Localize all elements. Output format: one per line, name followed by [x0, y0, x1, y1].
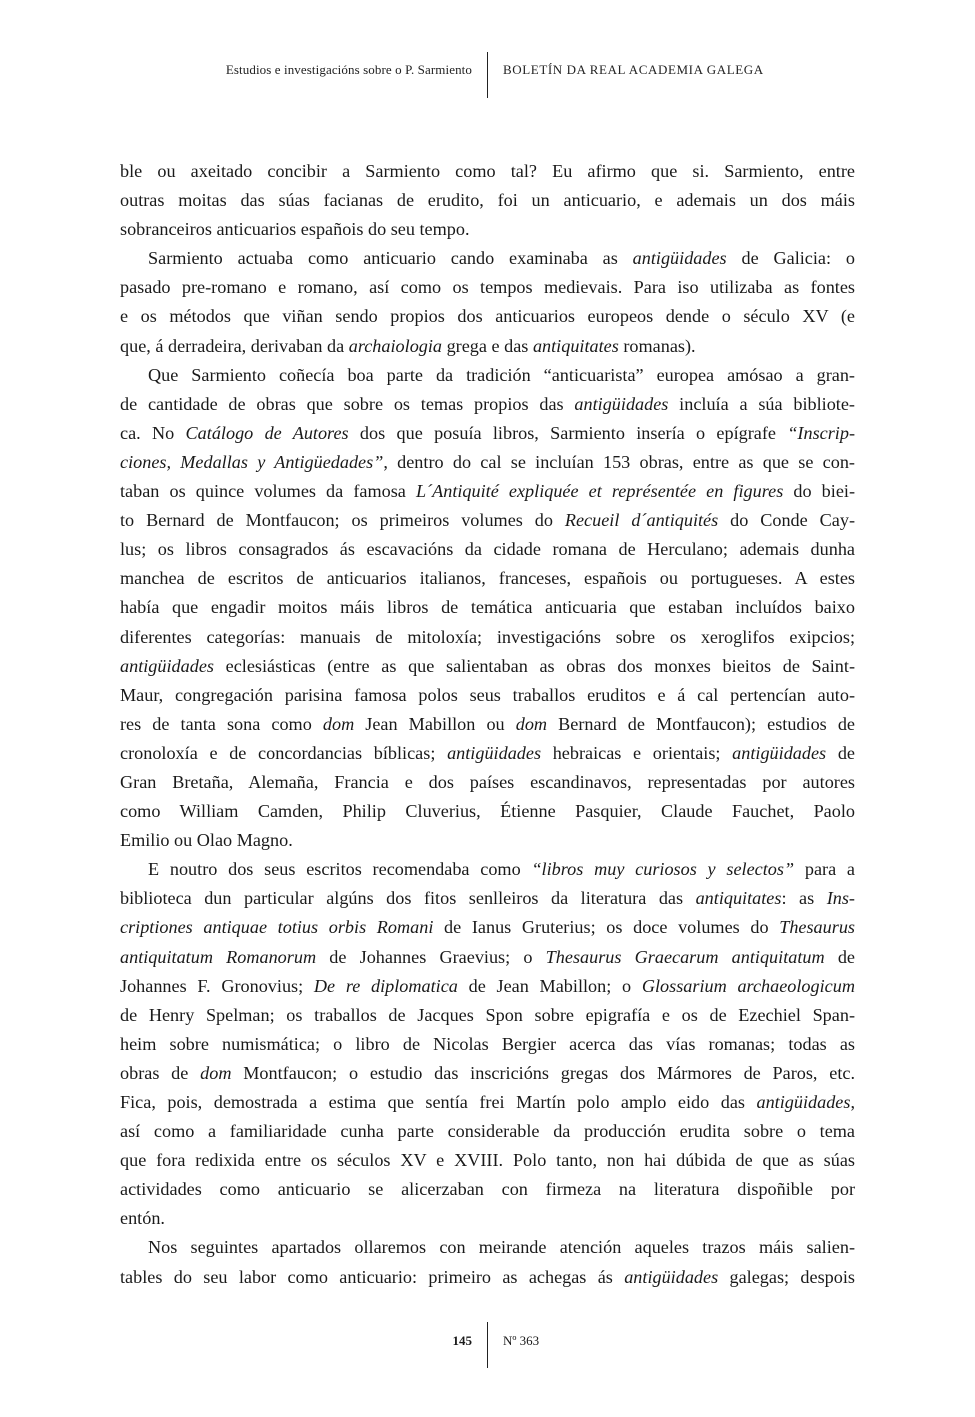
text-line	[120, 652, 855, 681]
italic-text: antigüidades	[574, 393, 669, 414]
text-line	[120, 1088, 855, 1117]
text-run: Que Sarmiento coñecía boa parte da tradición “anticuarista” europea amósao a gran-	[148, 364, 855, 385]
text-line	[120, 1263, 855, 1292]
text-line	[120, 273, 855, 302]
text-run: galegas; despois	[718, 1266, 855, 1287]
text-run: así como a familiaridade cunha parte considerable da producción erudita sobre o tema	[120, 1121, 855, 1142]
italic-text: De re diplomatica	[313, 975, 458, 996]
italic-text: “Inscrip-	[787, 422, 855, 443]
text-line	[120, 1146, 855, 1175]
text-line	[120, 972, 855, 1001]
text-run: de	[824, 946, 855, 967]
paragraph	[120, 1233, 855, 1291]
italic-text: ciones, Medallas y Antigüedades”	[120, 451, 384, 472]
text-run: que fora redixida entre os séculos XV e XVIII. Polo tanto, non hai dúbida de que as súas	[120, 1150, 855, 1171]
header-journal-title: BOLETÍN DA REAL ACADEMIA GALEGA	[503, 62, 764, 77]
text-run: grega e das	[442, 335, 533, 356]
text-line	[120, 332, 855, 361]
text-line	[120, 1175, 855, 1204]
text-line	[120, 1204, 855, 1233]
text-run: biblioteca dun particular algúns dos fitos senlleiros da literatura das	[120, 888, 696, 909]
text-run: heim sobre numismática; o libro de Nicolas Bergier acerca das vías romanas; todas as	[120, 1033, 855, 1054]
text-run: romanas).	[618, 335, 696, 356]
text-line	[120, 215, 855, 244]
text-run: lus; os libros consagrados ás escavacións da cidade romana de Herculano; ademais dunha	[120, 539, 855, 560]
paragraph	[120, 244, 855, 360]
text-run: incluía a súa bibliote-	[668, 393, 855, 414]
text-run: como William Camden, Philip Cluverius, Étienne Pasquier, Claude Fauchet, Paolo	[120, 801, 855, 822]
text-run: de Johannes Graevius; o	[316, 946, 546, 967]
text-run: : as	[781, 888, 827, 909]
text-run: manchea de escritos de anticuarios italianos, franceses, españois ou portugueses. A estes	[120, 568, 855, 589]
text-run: diferentes categorías: manuais de mitoloxía; investigacións sobre os xeroglifos exipcios;	[120, 626, 855, 647]
italic-text: Thesaurus Graecarum antiquitatum	[545, 946, 825, 967]
header-divider	[487, 52, 488, 98]
text-run: de Galicia: o	[726, 248, 855, 269]
italic-text: antiquitatum Romanorum	[120, 946, 317, 967]
text-run: Bernard de Montfaucon); estudios de	[547, 713, 855, 734]
text-run: ca. No	[120, 422, 186, 443]
text-run: Gran Bretaña, Alemaña, Francia e dos países escandinavos, representadas por autores	[120, 771, 855, 792]
text-run: Sarmiento actuaba como anticuario cando examinaba as	[148, 248, 633, 269]
text-line	[120, 768, 855, 797]
text-run: E noutro dos seus escritos recomendaba como	[148, 859, 532, 880]
text-run: do Conde Cay-	[718, 510, 855, 531]
italic-text: antigüidades	[447, 742, 542, 763]
italic-text: L´Antiquité expliquée et représentée en figures	[415, 481, 784, 502]
text-line	[120, 797, 855, 826]
italic-text: dom	[200, 1062, 232, 1083]
text-line	[120, 943, 855, 972]
text-line	[120, 186, 855, 215]
text-line	[120, 1059, 855, 1088]
italic-text: Glossarium archaeologicum	[641, 975, 855, 996]
italic-text: criptiones antiquae totius orbis Romani	[120, 917, 434, 938]
italic-text: “libros muy curiosos y selectos”	[531, 859, 795, 880]
text-run: de	[826, 742, 855, 763]
text-run: , dentro do cal se incluían 153 obras, entre as que se con-	[383, 451, 855, 472]
text-line	[120, 1001, 855, 1030]
text-run: dos que posuía libros, Sarmiento insería o epígrafe	[348, 422, 788, 443]
text-run: taban os quince volumes da famosa	[120, 481, 416, 502]
text-line	[120, 623, 855, 652]
text-line	[120, 302, 855, 331]
italic-text: archaiologia	[348, 335, 443, 356]
text-run: de Henry Spelman; os traballos de Jacques Spon sobre epigrafía e os de Ezechiel Span-	[120, 1004, 855, 1025]
text-run: Jean Mabillon ou	[354, 713, 516, 734]
text-run: Maur, congregación parisina famosa polos seus traballos eruditos e á cal pertencían auto-	[120, 684, 855, 705]
text-line	[120, 390, 855, 419]
text-run: había que engadir moitos máis libros de temática anticuaria que estaban incluídos baixo	[120, 597, 855, 618]
italic-text: Thesaurus	[779, 917, 855, 938]
text-run: de cantidade de obras que sobre os temas propios das	[120, 393, 575, 414]
text-line	[120, 739, 855, 768]
text-line	[120, 361, 855, 390]
text-run: pasado pre-romano e romano, así como os tempos medievais. Para iso utilizaba as fontes	[120, 277, 855, 298]
text-line	[120, 506, 855, 535]
text-line	[120, 535, 855, 564]
italic-text: antigüidades	[120, 655, 214, 676]
italic-text: dom	[515, 713, 548, 734]
text-line	[120, 1030, 855, 1059]
text-line	[120, 884, 855, 913]
italic-text: antigüidades	[624, 1266, 719, 1287]
footer-divider	[487, 1322, 488, 1368]
text-line	[120, 244, 855, 273]
italic-text: antigüidades	[732, 742, 827, 763]
italic-text: Ins-	[826, 888, 855, 909]
text-line	[120, 157, 855, 186]
text-line	[120, 564, 855, 593]
text-run: sobranceiros anticuarios españois do seu tempo.	[120, 219, 470, 240]
italic-text: antigüidades	[756, 1092, 851, 1112]
italic-text: dom	[322, 713, 355, 734]
text-run: Montfaucon; o estudio das inscricións gregas dos Mármores de Paros, etc.	[231, 1062, 855, 1083]
italic-text: antigüidades	[632, 248, 727, 269]
text-run: obras de	[120, 1062, 201, 1083]
paragraph	[120, 361, 855, 856]
issue-number: Nº 363	[503, 1333, 540, 1348]
text-line	[120, 1117, 855, 1146]
text-run: que, á derradeira, derivaban da	[120, 335, 349, 356]
text-run: actividades como anticuario se alicerzaban con firmeza na literatura dispoñible por	[120, 1179, 855, 1200]
text-line	[120, 419, 855, 448]
text-run: Nos seguintes apartados ollaremos con meirande atención aqueles trazos máis salien-	[148, 1237, 855, 1258]
text-run: Johannes F. Gronovius;	[120, 975, 314, 996]
text-line	[120, 710, 855, 739]
text-run: e os métodos que viñan sendo propios dos anticuarios europeos dende o século XV (e	[120, 306, 855, 327]
text-line	[120, 593, 855, 622]
italic-text: Catálogo de Autores	[185, 422, 349, 443]
page-number: 145	[452, 1333, 472, 1348]
text-run: de Ianus Gruterius; os doce volumes do	[433, 917, 780, 938]
text-line	[120, 681, 855, 710]
text-run: tables do seu labor como anticuario: primeiro as achegas ás	[120, 1266, 625, 1287]
text-line	[120, 477, 855, 506]
text-run: outras moitas das súas facianas de erudito, foi un anticuario, e ademais un dos máis	[120, 190, 855, 211]
text-line	[120, 855, 855, 884]
text-run: Emilio ou Olao Magno.	[120, 830, 293, 851]
text-run: de Jean Mabillon; o	[457, 975, 642, 996]
text-run: to Bernard de Montfaucon; os primeiros volumes do	[120, 510, 565, 531]
text-run: para a	[794, 859, 855, 880]
text-line	[120, 1233, 855, 1262]
text-run: res de tanta sona como	[120, 713, 323, 734]
text-line	[120, 448, 855, 477]
text-run: hebraicas e orientais;	[541, 742, 733, 763]
text-run: entón.	[120, 1208, 165, 1229]
text-run: do biei-	[783, 481, 855, 502]
text-run: ,	[850, 1092, 855, 1112]
text-run: ble ou axeitado concibir a Sarmiento como tal? Eu afirmo que si. Sarmiento, entre	[120, 161, 855, 181]
italic-text: Recueil d´antiquités	[564, 510, 719, 531]
text-line	[120, 826, 855, 855]
italic-text: antiquitates	[532, 335, 619, 356]
text-run: Fica, pois, demostrada a estima que sentía frei Martín polo amplo eido das	[120, 1092, 757, 1112]
paragraph	[120, 157, 855, 244]
italic-text: antiquitates	[695, 888, 782, 909]
paragraph	[120, 855, 855, 1233]
body-text	[120, 157, 855, 1292]
text-run: cronoloxía e de concordancias bíblicas;	[120, 742, 448, 763]
text-run: eclesiásticas (entre as que salientaban as obras dos monxes bieitos de Saint-	[213, 655, 855, 676]
header-section-title: Estudios e investigacións sobre o P. Sarmiento	[225, 62, 472, 77]
text-line	[120, 913, 855, 942]
